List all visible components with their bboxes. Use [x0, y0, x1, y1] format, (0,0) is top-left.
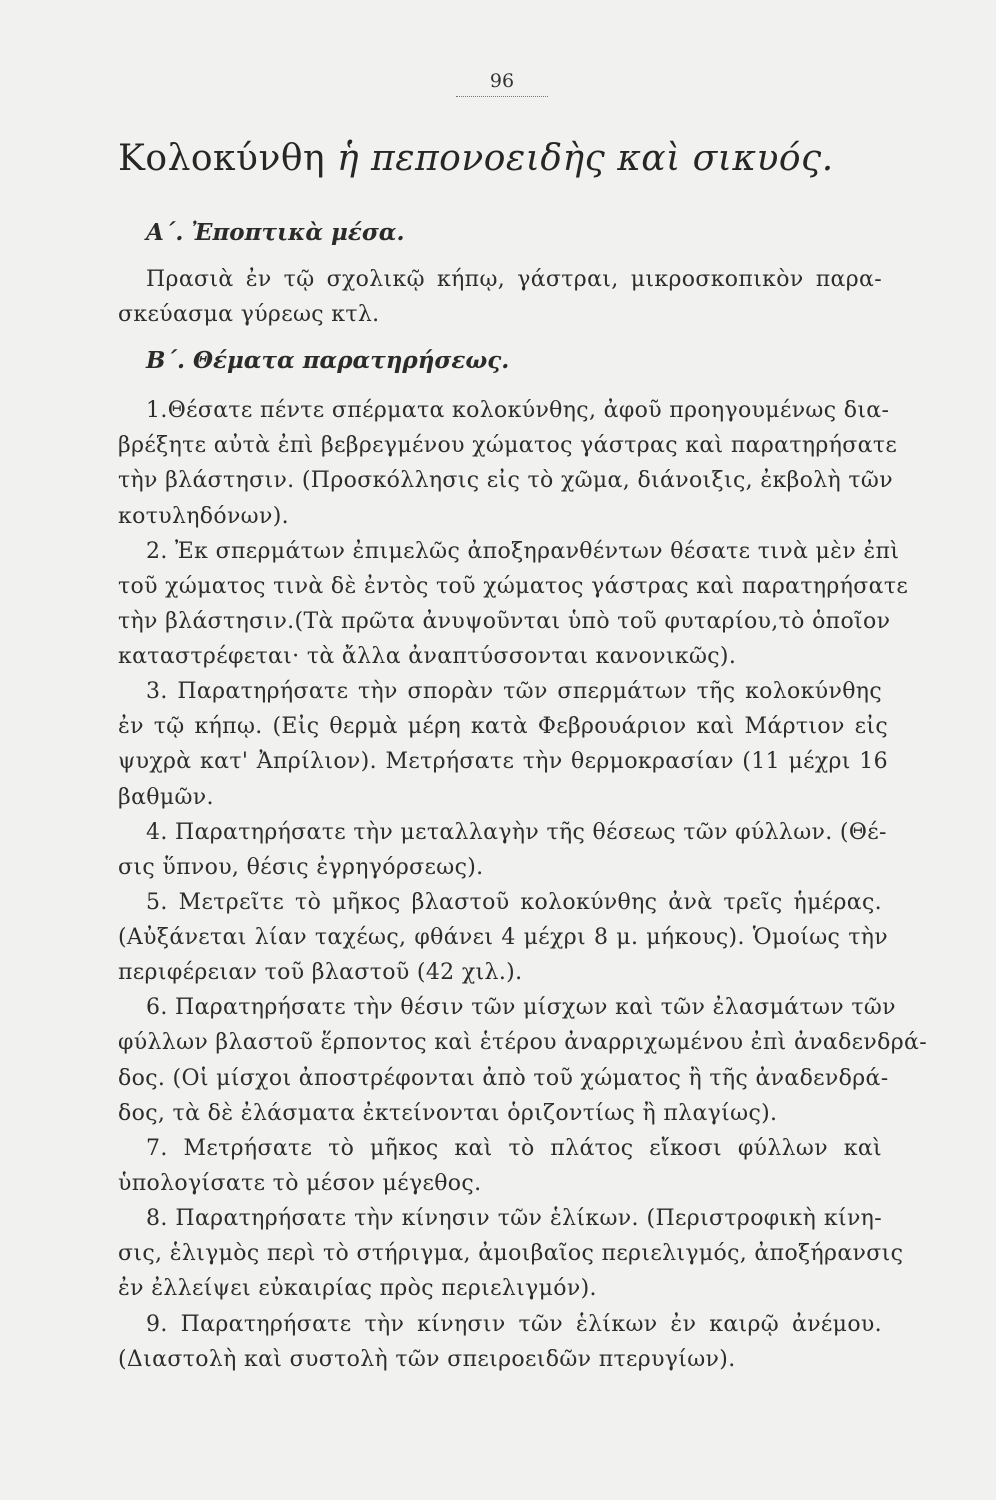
text-line: 8. Παρατηρήσατε τὴν κίνησιν τῶν ἑλίκων. (Περιστροφικὴ κίνη-: [146, 1206, 882, 1231]
section-a-heading: Α΄. Ἐποπτικὰ μέσα.: [146, 219, 405, 246]
text-line: ἐν τῷ κήπῳ. (Εἰς θερμὰ μέρη κατὰ Φεβρουάριον καὶ Μάρτιον εἰς: [118, 714, 888, 739]
text-line: ἐν ἐλλείψει εὐκαιρίας πρὸς περιελιγμόν).: [118, 1276, 597, 1301]
text-line: Πρασιὰ ἐν τῷ σχολικῷ κήπῳ, γάστραι, μικροσκοπικὸν παρα-: [146, 267, 882, 292]
text-line: βρέξητε αὐτὰ ἐπὶ βεβρεγμένου χώματος γάστρας καὶ παρατηρήσατε: [118, 433, 898, 458]
text-line: δος. (Οἱ μίσχοι ἀποστρέφονται ἀπὸ τοῦ χώματος ἢ τῆς ἀναδενδρά-: [118, 1066, 889, 1091]
text-line: 3. Παρατηρήσατε τὴν σπορὰν τῶν σπερμάτων τῆς κολοκύνθης: [146, 679, 882, 704]
text-line: καταστρέφεται· τὰ ἄλλα ἀναπτύσσονται κανονικῶς).: [118, 644, 737, 669]
text-line: 1.Θέσατε πέντε σπέρματα κολοκύνθης, ἀφοῦ προηγουμένως δια-: [146, 398, 890, 423]
text-line: τὴν βλάστησιν.(Τὰ πρῶτα ἀνυψοῦνται ὑπὸ τοῦ φυταρίου,τὸ ὁποῖον: [118, 609, 891, 634]
section-b-heading: Β΄. Θέματα παρατηρήσεως.: [146, 347, 510, 374]
text-line: 7. Μετρήσατε τὸ μῆκος καὶ τὸ πλάτος εἴκοσι φύλλων καὶ: [146, 1136, 882, 1161]
page-title: [118, 136, 878, 182]
text-line: σις ὕπνου, θέσις ἐγρηγόρσεως).: [118, 855, 484, 880]
text-line: κοτυληδόνων).: [118, 504, 289, 529]
page-number-rule: [456, 96, 548, 97]
text-line: 4. Παρατηρήσατε τὴν μεταλλαγὴν τῆς θέσεως τῶν φύλλων. (Θέ-: [146, 820, 887, 845]
title-main: Κολοκύνθη: [118, 138, 326, 179]
text-line: βαθμῶν.: [118, 785, 214, 810]
text-line: δος, τὰ δὲ ἐλάσματα ἐκτείνονται ὁριζοντίως ἢ πλαγίως).: [118, 1101, 778, 1126]
text-line: τὴν βλάστησιν. (Προσκόλλησις εἰς τὸ χῶμα, διάνοιξις, ἐκβολὴ τῶν: [118, 468, 893, 493]
title-italic: ἡ πεπονοειδὴς καὶ σικυός.: [337, 138, 834, 179]
text-line: 6. Παρατηρήσατε τὴν θέσιν τῶν μίσχων καὶ τῶν ἐλασμάτων τῶν: [146, 995, 896, 1020]
text-line: (Αὐξάνεται λίαν ταχέως, φθάνει 4 μέχρι 8 μ. μήκους). Ὁμοίως τὴν: [118, 925, 888, 950]
page-number: 96: [489, 70, 515, 92]
text-line: 5. Μετρεῖτε τὸ μῆκος βλαστοῦ κολοκύνθης ἀνὰ τρεῖς ἡμέρας.: [146, 890, 882, 915]
text-line: ψυχρὰ κατ' Ἀπρίλιον). Μετρήσατε τὴν θερμοκρασίαν (11 μέχρι 16: [118, 749, 888, 774]
text-line: ὑπολογίσατε τὸ μέσον μέγεθος.: [118, 1171, 482, 1196]
text-line: σκεύασμα γύρεως κτλ.: [118, 302, 380, 327]
text-line: σις, ἑλιγμὸς περὶ τὸ στήριγμα, ἀμοιβαῖος περιελιγμός, ἀποξήρανσις: [118, 1241, 904, 1266]
text-line: τοῦ χώματος τινὰ δὲ ἐντὸς τοῦ χώματος γάστρας καὶ παρατηρήσατε: [118, 574, 909, 599]
page-number-block: [456, 70, 548, 97]
text-line: 9. Παρατηρήσατε τὴν κίνησιν τῶν ἑλίκων ἐν καιρῷ ἀνέμου.: [146, 1312, 882, 1337]
text-line: περιφέρειαν τοῦ βλαστοῦ (42 χιλ.).: [118, 960, 523, 985]
text-line: φύλλων βλαστοῦ ἕρποντος καὶ ἑτέρου ἀναρριχωμένου ἐπὶ ἀναδενδρά-: [118, 1030, 928, 1055]
text-line: (Διαστολὴ καὶ συστολὴ τῶν σπειροειδῶν πτερυγίων).: [118, 1347, 736, 1372]
text-line: 2. Ἐκ σπερμάτων ἐπιμελῶς ἀποξηρανθέντων θέσατε τινὰ μὲν ἐπὶ: [146, 539, 900, 564]
